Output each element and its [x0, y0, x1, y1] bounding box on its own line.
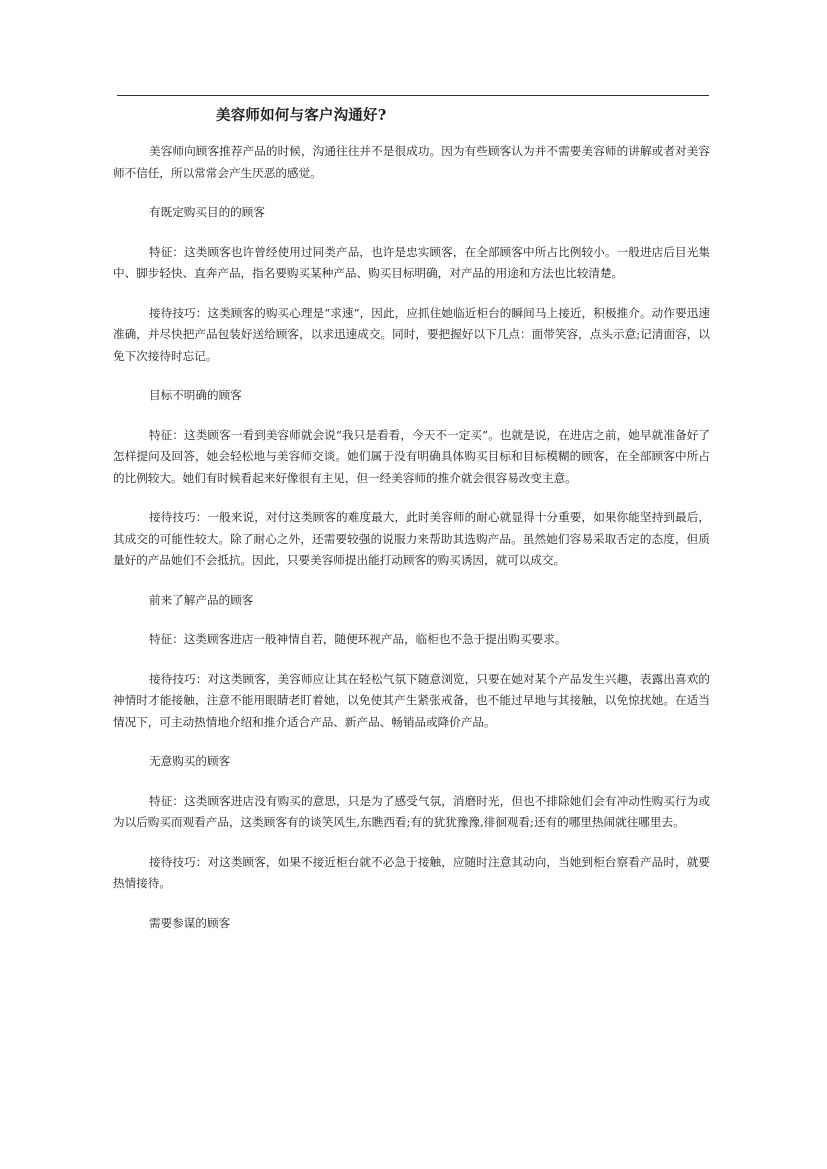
- section-heading: 目标不明确的顾客: [149, 388, 242, 402]
- section-heading: 有既定购买目的的顾客: [149, 205, 265, 219]
- technique-paragraph: 接待技巧：对这类顾客，美容师应让其在轻松气氛下随意浏览，只要在她对某个产品发生兴趣，表露出喜欢的神情时才能接触，注意不能用眼睛老盯着她，以免使其产生紧张戒备，也不能过早地与其接触，以免惊扰她。在适当情况下，可主动热情地介绍和推介适合产品、新产品、畅销品或降价产品。: [113, 671, 710, 729]
- technique-paragraph: 接待技巧：对这类顾客，如果不接近柜台就不必急于接触，应随时注意其动向，当她到柜台察看产品时，就要热情接待。: [113, 854, 710, 890]
- section-no-purchase-intent: [113, 751, 710, 895]
- feature-paragraph: 特征：这类顾客也许曾经使用过同类产品，也许是忠实顾客，在全部顾客中所占比例较小。一般进店后目光集中、脚步轻快、直奔产品，指名要购买某种产品、购买目标明确，对产品的用途和方法也比较清楚。: [113, 244, 710, 280]
- section-needs-advice: [113, 913, 710, 935]
- document-body: [113, 141, 710, 952]
- header-rule: [117, 95, 709, 96]
- section-heading: 无意购买的顾客: [149, 754, 231, 768]
- section-unclear-target: [113, 385, 710, 572]
- section-definite-purpose: [113, 202, 710, 367]
- technique-paragraph: 接待技巧：一般来说，对付这类顾客的难度最大，此时美容师的耐心就显得十分重要，如果你能坚持到最后，其成交的可能性较大。除了耐心之外，还需要较强的说服力来帮助其选购产品。虽然她们容易采取否定的态度，但质量好的产品她们不会抵抗。因此，只要美容师提出能打动顾客的购买诱因，就可以成交。: [113, 510, 710, 567]
- feature-paragraph: 特征：这类顾客进店没有购买的意思，只是为了感受气氛，消磨时光，但也不排除她们会有冲动性购买行为或为以后购买而观看产品，这类顾客有的谈笑风生,东瞧西看;有的犹犹豫豫,徘徊观看;还有的哪里热闹就往哪里去。: [113, 793, 710, 829]
- section-heading: 前来了解产品的顾客: [149, 592, 254, 607]
- section-heading: 需要参谋的顾客: [149, 915, 231, 930]
- intro-paragraph: 美容师向顾客推荐产品的时候，沟通往往并不是很成功。因为有些顾客认为并不需要美容师的讲解或者对美容师不信任，所以常常会产生厌恶的感觉。: [113, 144, 710, 180]
- document-title: 美容师如何与客户沟通好?: [216, 107, 387, 124]
- section-learning-about-products: [113, 590, 710, 734]
- technique-paragraph: 接待技巧：这类顾客的购买心理是“求速”，因此，应抓住她临近柜台的瞬间马上接近，积极推介。动作要迅速准确，并尽快把产品包装好送给顾客，以求迅速成交。同时，要把握好以下几点：面带笑容，点头示意;记清面容，以免下次接待时忘记。: [113, 305, 710, 363]
- feature-paragraph: 特征：这类顾客一看到美容师就会说“我只是看看，今天不一定买”。也就是说，在进店之前，她早就准备好了怎样提问及回答，她会轻松地与美容师交谈。她们属于没有明确具体购买目标和目标模糊的顾客，在全部顾客中所占的比例较大。她们有时候看起来好像很有主见，但一经美容师的推介就会很容易改变主意。: [113, 427, 710, 485]
- feature-paragraph: 特征：这类顾客进店一般神情自若，随便环视产品，临柜也不急于提出购买要求。: [149, 632, 567, 646]
